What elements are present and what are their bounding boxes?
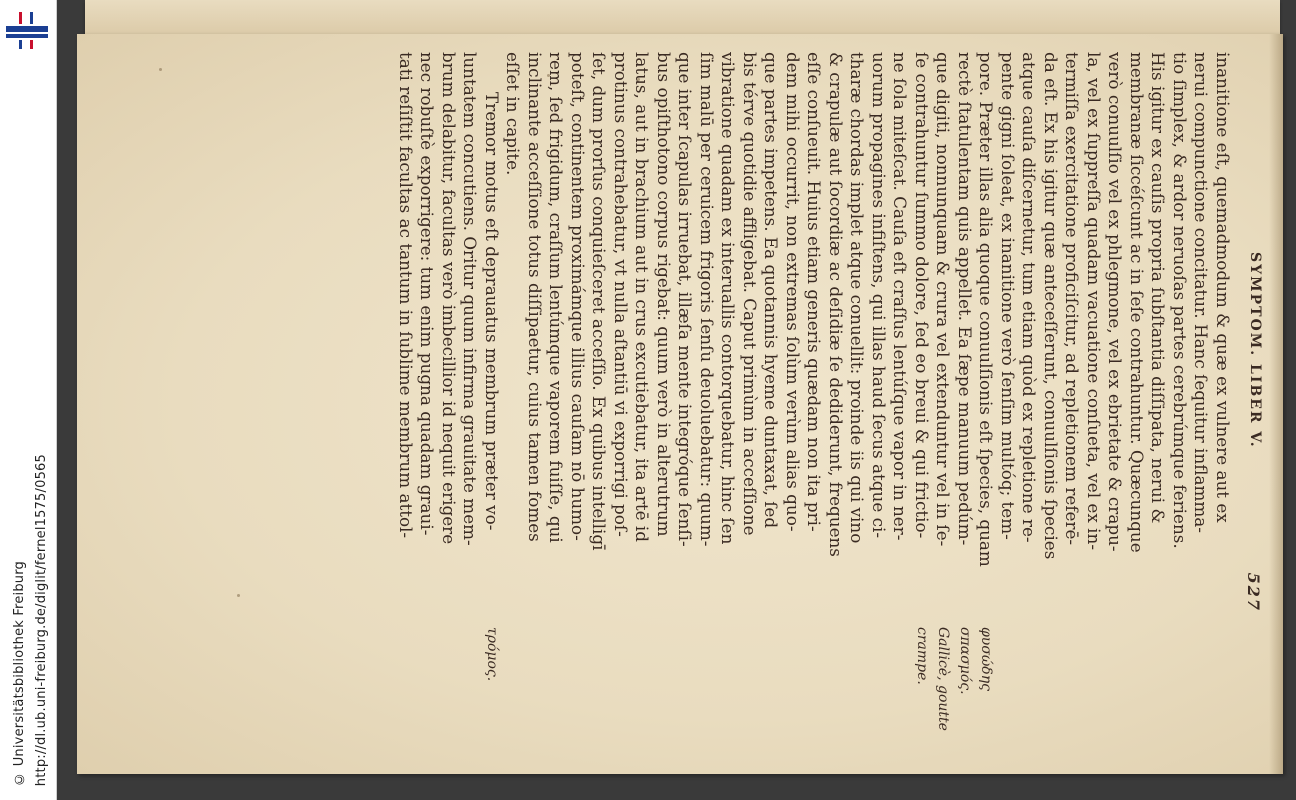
text-line: rectè ſtatulentam quis appellet. Ea ſæpe manuum pedúm- [955, 52, 975, 546]
main-text [395, 52, 1234, 612]
text-line: eſſet in capite. [503, 52, 524, 176]
page-number: 527 [1244, 572, 1263, 612]
text-line: protinus contrahebatur, vt nulla aſtantiū vi exporrigi poſ- [611, 52, 631, 537]
page-header [1239, 52, 1263, 612]
text-line: nec robuſtè exporrigere: tum enim pugna quadam graui- [417, 52, 438, 536]
running-head: SYMPTOM. LIBER V. [1247, 252, 1263, 449]
text-line: bis térve quotidie affligebat. Caput primùm in acceſſione [740, 52, 760, 536]
text-line: eſſe conſueuit. Huius etiam generis quædam non ita pri- [804, 52, 825, 532]
margin-note: Gallicè, goutte [935, 627, 952, 731]
sidebar [0, 0, 57, 800]
paper-speck [237, 594, 240, 597]
margin-note: φυσώδης [978, 627, 995, 691]
text-line: tio ſimplex, & ardor neruoſas partes cerebrúmque feriens. [1170, 52, 1190, 549]
text-line: ſim malū per ceruicem frigoris ſenſu deuoluebatur: quum- [697, 52, 717, 547]
page-gutter [1269, 34, 1283, 774]
text-line: pente gigni ſoleat, ex inanitione verò ſenſim multóq; tem- [998, 52, 1018, 540]
text-line: que inter ſcapulas irruebat, illæſa mente integróque ſenſi- [675, 52, 696, 547]
margin-note: τρόμος. [484, 627, 500, 682]
margin-note: crampe. [914, 627, 930, 685]
text-line: que partes impetens. Ea quotannis hyeme duntaxat, ſed [761, 52, 782, 529]
text-line: la, vel ex ſuppreſſa quadam vacuatione conſueta, vel ex in- [1084, 52, 1104, 550]
rotated-page-text [307, 52, 1267, 731]
text-line: Tremor motus eſt deprauatus membrum præter vo- [482, 92, 502, 531]
text-line: rem, ſed frigidum, craſſum lentúmque vaporem fuiſſe, qui [546, 52, 567, 543]
text-line: ſe contrahuntur ſummo dolore, ſed eo breui & qui frictio- [912, 52, 932, 539]
scan-area [57, 0, 1296, 800]
text-line: & crapulæ aut ſocordiæ ac deſidiæ ſe dediderunt, frequens [826, 52, 846, 557]
text-line: nerui compunctione concitatur. Hanc ſequitur inflamma- [1191, 52, 1212, 533]
text-line: vibratione quadam ex interuallis contorquebatur, hinc ſen [718, 52, 739, 545]
permalink-url[interactable]: http://dl.ub.uni-freiburg.de/diglit/fernel1575/0565 [34, 453, 49, 786]
text-line: luntatem concutiens. Oritur quum infirma grauitate mem- [460, 52, 481, 546]
text-line: latus, aut in brachium aut in crus excutiebatur, ita artē id [632, 52, 653, 542]
text-line: brum delabitur, facultas verò imbecillior id nequit erigere [439, 52, 459, 545]
text-line: verò conuulſio vel ex phlegmone, vel ex ebrietate & crapu- [1105, 52, 1126, 552]
text-line: His igitur ex cauſis propria ſubſtantia diſſipata, nerui & [1148, 52, 1169, 524]
text-line: membranæ ſiccéſcunt ac in ſeſe contrahuntur. Quæcunque [1127, 52, 1147, 553]
text-line: bus opiſthotono corpus rigebat: quum verò in alterutrum [654, 52, 674, 537]
text-line: tharæ chordas implet atque conuellit: proinde iis qui vino [847, 52, 868, 544]
text-line: atque cauſa diſcernetur, tum etiam quòd ex repletione re- [1019, 52, 1040, 543]
sidebar-text [10, 416, 50, 786]
copyright-notice: © Universitätsbibliothek Freiburg [12, 561, 27, 786]
text-line: uorum propagines infiſtens, qui illas haud ſecus atque ci- [869, 52, 889, 539]
text-line: da eſt. Ex his igitur quæ anteceſſerunt, conuulſionis ſpecies [1041, 52, 1061, 560]
text-line: inclinante acceſſione totus diſſipaetur, cuius tamen fomes [525, 52, 545, 542]
text-line: inanitione eſt, quemadmodum & quæ ex vulnere aut ex [1213, 52, 1233, 523]
text-line: dem mihi occurrit, non extremas ſolùm verùm alias quo- [783, 52, 803, 532]
text-line: que digiti, nonnunquam & crura vel extenduntur vel in ſe- [933, 52, 954, 547]
margin-note: σπασμός. [957, 627, 973, 695]
adjacent-page-edge [85, 0, 1280, 36]
text-line: ne ſola miteſcat. Cauſa eſt craſſus lentúſque vapor in ner- [890, 52, 911, 541]
paper-speck [159, 68, 162, 71]
text-line: pore. Præter illas alia quoque conuulſionis eſt ſpecies, quam [976, 52, 997, 567]
text-line: tati reſiſtit facultas ac tantum in ſublime membrum attol- [396, 52, 416, 539]
unibib-freiburg-logo-icon[interactable] [4, 10, 50, 50]
text-line: ſet, dum prorſus conquieſceret acceſſio. Ex quibus intelligī [589, 52, 610, 551]
text-line: termiſſa exercitatione proficiſcitur, ad repletionem referē- [1062, 52, 1083, 546]
text-line: poteſt, continentem proximámque illius cauſam nō humo- [568, 52, 588, 541]
